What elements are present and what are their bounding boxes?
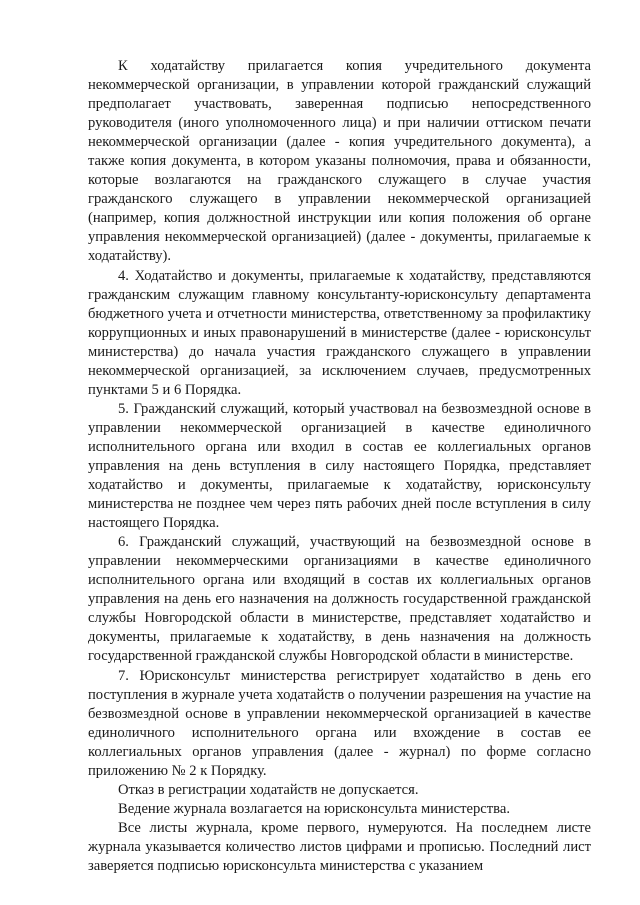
paragraph-item-4: 4. Ходатайство и документы, прилагаемые к ходатайству, представляются гражданским служащим главному консультанту-юрисконсульту департамента бюджетного учета и отчетности министерства, ответственному за профилактику коррупционных и иных правонарушений в министерстве (далее - юрисконсульт министерства) до начала участия гражданского служащего в управлении некоммерческой организацией, за исключением случаев, предусмотренных пунктами 5 и 6 Порядка. [88,267,591,398]
paragraph-item-5: 5. Гражданский служащий, который участвовал на безвозмездной основе в управлении некоммерческой организацией в качестве единоличного исполнительного органа или входил в состав ее коллегиальных органов управления на день вступления в силу настоящего Порядка, представляет ходатайство и документы, прилагаемые к ходатайству, юрисконсульту министерства не позднее чем через пять рабочих дней после вступления в силу настоящего Порядка. [88,400,591,532]
paragraph-refusal: Отказ в регистрации ходатайств не допускается. [118,781,419,798]
paragraph-item-6: 6. Гражданский служащий, участвующий на безвозмездной основе в управлении некоммерческими организациями в качестве единоличного исполнительного органа или входящий в состав их коллегиальных органов управления на день его назначения на должность государственной гражданской службы Новгородской области в министерстве, представляет ходатайство и документы, прилагаемые к ходатайству, в день назначения на должность государственной гражданской службы Новгородской области в министерстве. [88,534,591,665]
paragraph-item-7: 7. Юрисконсульт министерства регистрирует ходатайство в день его поступления в журнале учета ходатайств о получении разрешения на участие на безвозмездной основе в управлении некоммерческой организацией в качестве единоличного исполнительного органа или вхождение в состав ее коллегиальных органов управления (далее - журнал) по форме согласно приложению № 2 к Порядку. [88,667,591,779]
paragraph-attachments: К ходатайству прилагается копия учредительного документа некоммерческой организации, в управлении которой гражданский служащий предполагает участвовать, заверенная подписью непосредственного руководителя (иного уполномоченного лица) и при наличии оттиском печати некоммерческой организации (далее - копия учредительного документа), а также копия документа, в котором указаны полномочия, права и обязанности, которые возлагаются на гражданского служащего в случае участия гражданского служащего в управлении некоммерческой организацией (например, копия должностной инструкции или копия положения об органе управления некоммерческой организацией) (далее - документы, прилагаемые к ходатайству). [88,58,591,265]
paragraph-journal-keeping: Ведение журнала возлагается на юрисконсульта министерства. [118,800,510,817]
paragraph-journal-pages: Все листы журнала, кроме первого, нумеруются. На последнем листе журнала указывается количество листов цифрами и прописью. Последний лист заверяется подписью юрисконсульта министерства с указанием [88,819,591,874]
document-page [88,57,591,876]
